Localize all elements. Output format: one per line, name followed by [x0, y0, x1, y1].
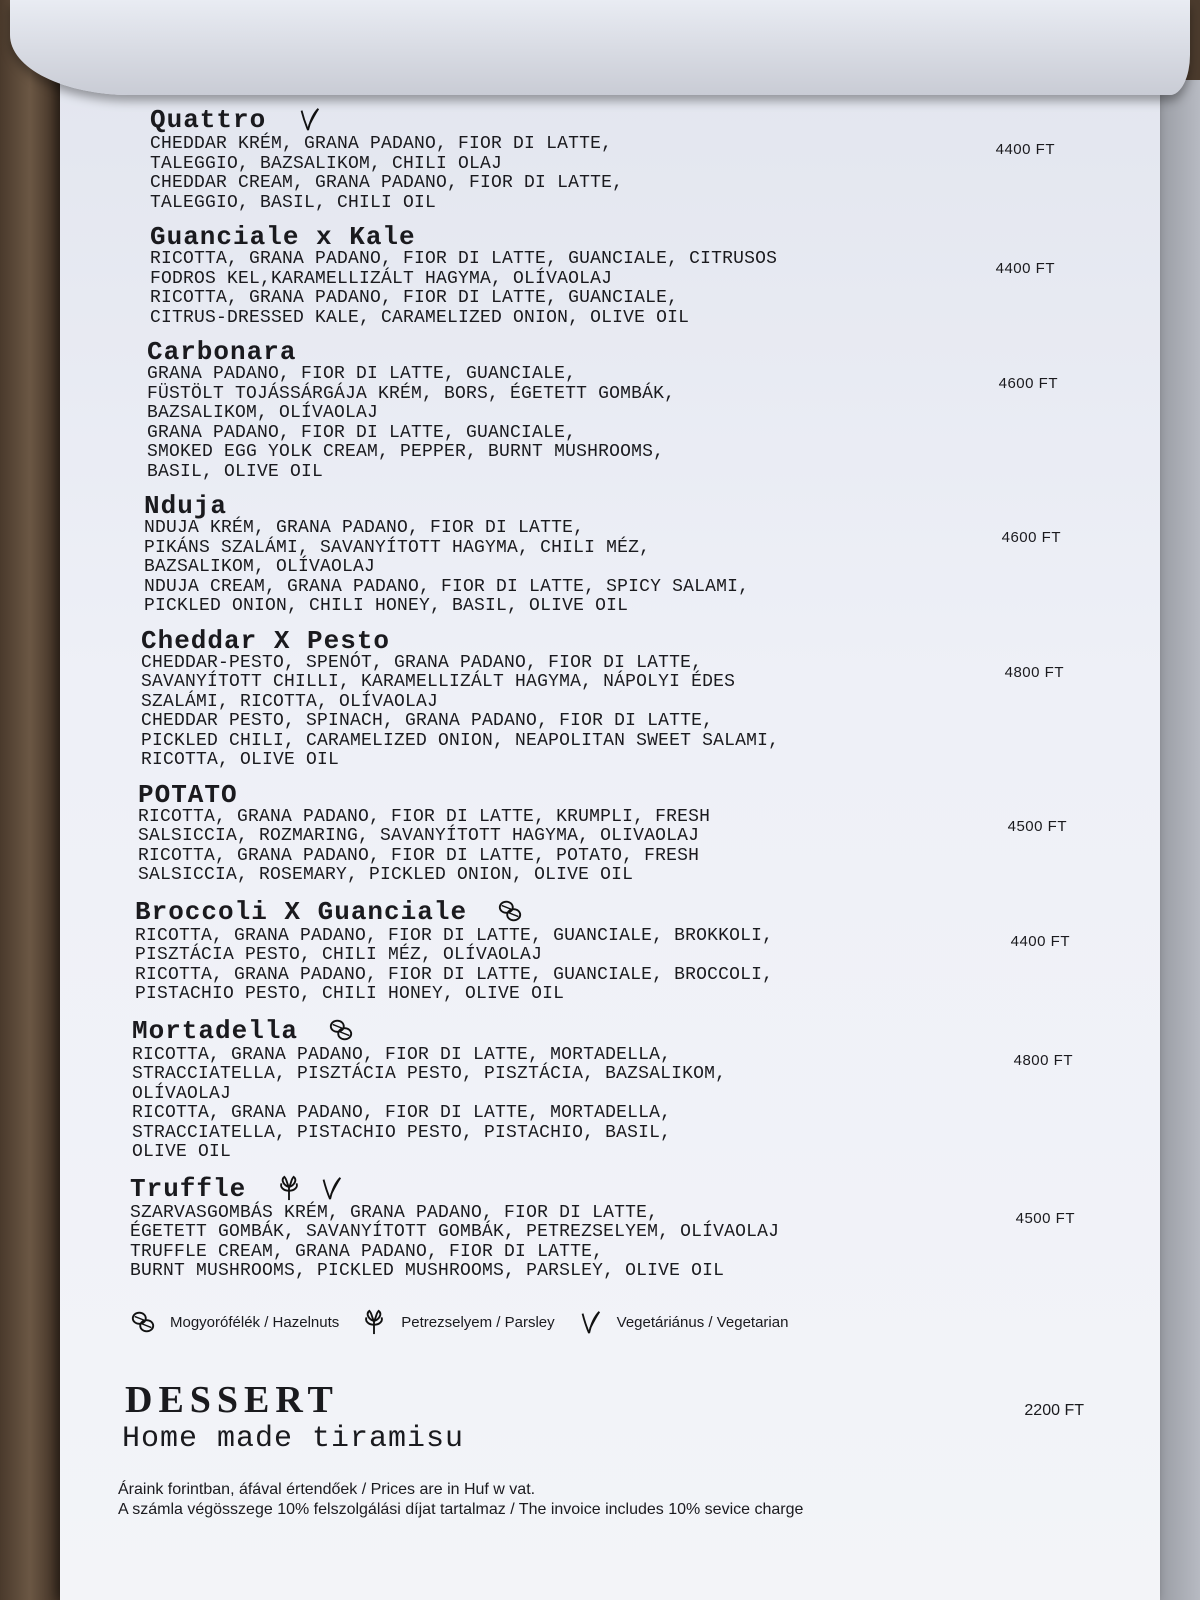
ingredient-line: STRACCIATELLA, PISTACHIO PESTO, PISTACHIO, BASIL,	[132, 1122, 672, 1143]
legend-entry	[361, 1308, 554, 1338]
ingredient-line: FÜSTÖLT TOJÁSSÁRGÁJA KRÉM, BORS, ÉGETETT GOMBÁK,	[147, 383, 676, 404]
menu-item-title: Guanciale x Kale	[150, 222, 416, 252]
menu-item-price: 4600 FT	[998, 375, 1058, 392]
menu-item-title: Broccoli X Guanciale	[135, 896, 468, 927]
ingredient-line: CHEDDAR PESTO, SPINACH, GRANA PADANO, FIOR DI LATTE,	[141, 711, 714, 731]
menu-item-title: Quattro	[150, 105, 267, 135]
footer-line-vat: Áraink forintban, áfával értendőek / Prices are in Huf w vat.	[118, 1480, 536, 1498]
menu-item-name	[144, 493, 1110, 519]
hazelnut-icon	[130, 1308, 158, 1338]
ingredient-line: CHEDDAR-PESTO, SPENÓT, GRANA PADANO, FIOR DI LATTE,	[141, 652, 703, 673]
menu-item	[135, 897, 1110, 1005]
menu-item-price: 4800 FT	[1004, 663, 1064, 681]
menu-item	[144, 493, 1110, 617]
menu-item-name	[141, 625, 1110, 656]
ingredient-line: TRUFFLE CREAM, GRANA PADANO, FIOR DI LATTE,	[130, 1241, 604, 1262]
parsley-icon	[361, 1308, 389, 1338]
ingredient-line: RICOTTA, GRANA PADANO, FIOR DI LATTE, MORTADELLA,	[132, 1044, 672, 1065]
ingredient-line: BASIL, OLIVE OIL	[147, 461, 324, 482]
menu-item-title: Carbonara	[147, 337, 297, 367]
menu-item-title: POTATO	[138, 779, 238, 810]
ingredient-line: CHEDDAR KRÉM, GRANA PADANO, FIOR DI LATTE,	[150, 134, 613, 154]
ingredient-line: SZARVASGOMBÁS KRÉM, GRANA PADANO, FIOR DI LATTE,	[130, 1202, 659, 1223]
vegetarian-icon	[577, 1308, 605, 1338]
legend-entry	[130, 1308, 339, 1338]
ingredient-line: FODROS KEL,KARAMELLIZÁLT HAGYMA, OLÍVAOLAJ	[150, 268, 613, 289]
menu-item	[150, 224, 1110, 328]
menu-item	[147, 339, 1110, 482]
ingredient-line: GRANA PADANO, FIOR DI LATTE, GUANCIALE,	[147, 422, 577, 443]
dessert-heading: DESSERT	[125, 1378, 339, 1421]
ingredient-line: TALEGGIO, BASIL, CHILI OIL	[150, 192, 437, 213]
menu-item-name	[130, 1174, 1110, 1204]
hazelnut-icon	[328, 1016, 356, 1046]
menu-item-price: 4600 FT	[1001, 529, 1061, 546]
pizza-list	[130, 105, 1110, 1282]
menu-item-name	[150, 105, 1110, 135]
menu-item-title: Cheddar X Pesto	[141, 625, 391, 656]
footer-note	[118, 1480, 1110, 1520]
ingredient-line: PICKLED ONION, CHILI HONEY, BASIL, OLIVE OIL	[144, 596, 629, 616]
dessert-item	[122, 1401, 1110, 1456]
ingredient-line: BURNT MUSHROOMS, PICKLED MUSHROOMS, PARSLEY, OLIVE OIL	[130, 1261, 725, 1281]
ingredient-line: PIKÁNS SZALÁMI, SAVANYÍTOTT HAGYMA, CHILI MÉZ,	[144, 537, 651, 558]
ingredient-line: RICOTTA, OLIVE OIL	[141, 750, 340, 770]
ingredient-line: SZALÁMI, RICOTTA, OLÍVAOLAJ	[141, 691, 439, 712]
menu-item-name	[147, 339, 1110, 365]
menu-item-price: 4800 FT	[1013, 1051, 1073, 1069]
allergen-legend	[130, 1308, 1110, 1338]
menu-item-title: Mortadella	[132, 1015, 299, 1046]
dessert-name: Home made tiramisu	[122, 1421, 465, 1456]
ingredient-line: NDUJA CREAM, GRANA PADANO, FIOR DI LATTE, SPICY SALAMI,	[144, 576, 750, 597]
ingredient-line: SAVANYÍTOTT CHILLI, KARAMELLIZÁLT HAGYMA, NÁPOLYI ÉDES	[141, 672, 736, 692]
menu-item-price: 4400 FT	[1010, 932, 1070, 950]
ingredient-line: RICOTTA, GRANA PADANO, FIOR DI LATTE, GUANCIALE,	[150, 288, 679, 308]
menu-item-name	[150, 224, 1110, 250]
menu-item-price: 4400 FT	[995, 260, 1055, 277]
ingredient-line: RICOTTA, GRANA PADANO, FIOR DI LATTE, MORTADELLA,	[132, 1103, 672, 1123]
ingredient-line: CITRUS-DRESSED KALE, CARAMELIZED ONION, OLIVE OIL	[150, 307, 690, 328]
menu-item	[138, 779, 1110, 886]
ingredient-line: BAZSALIKOM, OLÍVAOLAJ	[144, 557, 376, 577]
menu-item-name	[132, 1016, 1110, 1046]
legend-label: Mogyorófélék / Hazelnuts	[170, 1314, 340, 1331]
menu-item-price: 4400 FT	[995, 141, 1055, 158]
ingredient-line: SALSICCIA, ROZMARING, SAVANYÍTOTT HAGYMA, OLIVAOLAJ	[138, 826, 700, 846]
ingredient-line: OLIVE OIL	[132, 1142, 232, 1162]
menu-content	[118, 105, 1110, 1520]
ingredient-line: GRANA PADANO, FIOR DI LATTE, GUANCIALE,	[147, 364, 577, 384]
ingredient-line: SMOKED EGG YOLK CREAM, PEPPER, BURNT MUSHROOMS,	[147, 442, 665, 462]
hazelnut-icon	[497, 897, 525, 927]
turned-page-curl	[10, 0, 1190, 95]
menu-item-name	[138, 779, 1110, 810]
parsley-icon	[276, 1174, 304, 1204]
menu-item-title: Nduja	[144, 491, 228, 521]
ingredient-line: RICOTTA, GRANA PADANO, FIOR DI LATTE, POTATO, FRESH	[138, 845, 700, 866]
legend-label: Petrezselyem / Parsley	[401, 1314, 555, 1331]
footer-line-service: A számla végösszege 10% felszolgálási díjat tartalmaz / The invoice includes 10% sevice charge	[118, 1500, 804, 1518]
menu-item-price: 4500 FT	[1015, 1209, 1075, 1227]
ingredient-line: OLÍVAOLAJ	[132, 1083, 232, 1104]
ingredient-line: STRACCIATELLA, PISZTÁCIA PESTO, PISZTÁCIA, BAZSALIKOM,	[132, 1064, 727, 1084]
vegetarian-icon	[318, 1174, 346, 1204]
ingredient-line: RICOTTA, GRANA PADANO, FIOR DI LATTE, KRUMPLI, FRESH	[138, 806, 711, 827]
vegetarian-icon	[296, 105, 324, 135]
ingredient-line: PISTACHIO PESTO, CHILI HONEY, OLIVE OIL	[135, 984, 565, 1004]
menu-item	[132, 1016, 1110, 1163]
menu-item-name	[135, 897, 1110, 927]
ingredient-line: ÉGETETT GOMBÁK, SAVANYÍTOTT GOMBÁK, PETREZSELYEM, OLÍVAOLAJ	[130, 1222, 780, 1242]
ingredient-line: PISZTÁCIA PESTO, CHILI MÉZ, OLÍVAOLAJ	[135, 945, 543, 965]
ingredient-line: RICOTTA, GRANA PADANO, FIOR DI LATTE, GUANCIALE, CITRUSOS	[150, 249, 778, 269]
legend-label: Vegetáriánus / Vegetarian	[616, 1314, 789, 1331]
ingredient-line: SALSICCIA, ROSEMARY, PICKLED ONION, OLIVE OIL	[138, 865, 634, 885]
ingredient-line: BAZSALIKOM, OLÍVAOLAJ	[147, 403, 379, 423]
ingredient-line: PICKLED CHILI, CARAMELIZED ONION, NEAPOLITAN SWEET SALAMI,	[141, 730, 780, 751]
ingredient-line: TALEGGIO, BAZSALIKOM, CHILI OLAJ	[150, 153, 503, 174]
dessert-price: 2200 FT	[1024, 1401, 1084, 1419]
menu-item	[130, 1174, 1110, 1282]
ingredient-line: RICOTTA, GRANA PADANO, FIOR DI LATTE, GUANCIALE, BROKKOLI,	[135, 925, 774, 946]
menu-item	[150, 105, 1110, 213]
ingredient-line: RICOTTA, GRANA PADANO, FIOR DI LATTE, GUANCIALE, BROCCOLI,	[135, 964, 774, 985]
menu-item-title: Truffle	[130, 1173, 247, 1204]
ingredient-line: CHEDDAR CREAM, GRANA PADANO, FIOR DI LATTE,	[150, 173, 624, 193]
ingredient-line: NDUJA KRÉM, GRANA PADANO, FIOR DI LATTE,	[144, 518, 585, 538]
menu-item-price: 4500 FT	[1007, 817, 1067, 835]
menu-item	[141, 625, 1110, 771]
legend-entry	[577, 1308, 789, 1338]
